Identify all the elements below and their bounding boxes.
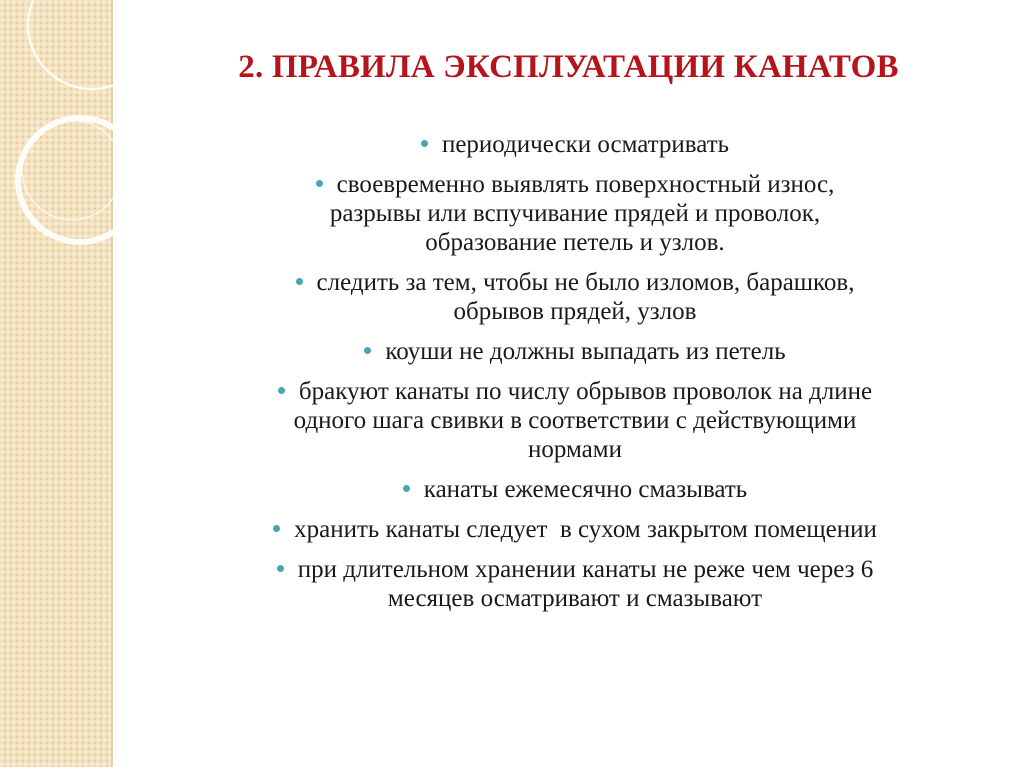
bullet-line: коуши не должны выпадать из петель (385, 338, 786, 365)
bullet-line: разрывы или вспучивание прядей и проволок, (329, 200, 821, 227)
bullet-line: месяцев осматривают и смазывают (387, 585, 763, 612)
bullet-item (160, 170, 990, 257)
bullet-line: канаты ежемесячно смазывать (423, 476, 748, 503)
bullet-item (160, 130, 990, 159)
bullet-line: образование петель и узлов. (425, 229, 725, 256)
bullet-item (160, 475, 990, 504)
bullet-line: следить за тем, чтобы не было изломов, барашков, (316, 269, 855, 296)
bullet-item (160, 515, 990, 544)
bullet-dot-icon (316, 180, 323, 187)
bullet-line: бракуют канаты по числу обрывов проволок на длине (298, 378, 873, 405)
bullet-dot-icon (421, 140, 428, 147)
bullet-dot-icon (277, 565, 284, 572)
bullet-dot-icon (278, 387, 285, 394)
bullet-dot-icon (364, 347, 371, 354)
bullet-item (160, 337, 990, 366)
bullet-dot-icon (296, 278, 303, 285)
bullet-list (160, 130, 990, 624)
bullet-line: периодически осматривать (441, 131, 730, 158)
bullet-item (160, 377, 990, 464)
bullet-line: нормами (528, 436, 622, 463)
bullet-item (160, 268, 990, 326)
bullet-line: при длительном хранении канаты не реже чем через 6 (297, 556, 874, 583)
bullet-item (160, 555, 990, 613)
bullet-line: своевременно выявлять поверхностный износ, (336, 171, 835, 198)
bullet-line: обрывов прядей, узлов (453, 298, 697, 325)
bullet-line: хранить канаты следует в сухом закрытом помещении (294, 516, 877, 543)
bullet-dot-icon (403, 485, 410, 492)
page-title: 2. ПРАВИЛА ЭКСПЛУАТАЦИИ КАНАТОВ (238, 49, 899, 85)
bullet-dot-icon (273, 525, 280, 532)
decorative-circles (0, 0, 113, 300)
bullet-line: одного шага свивки в соответствии с действующими (293, 407, 857, 434)
